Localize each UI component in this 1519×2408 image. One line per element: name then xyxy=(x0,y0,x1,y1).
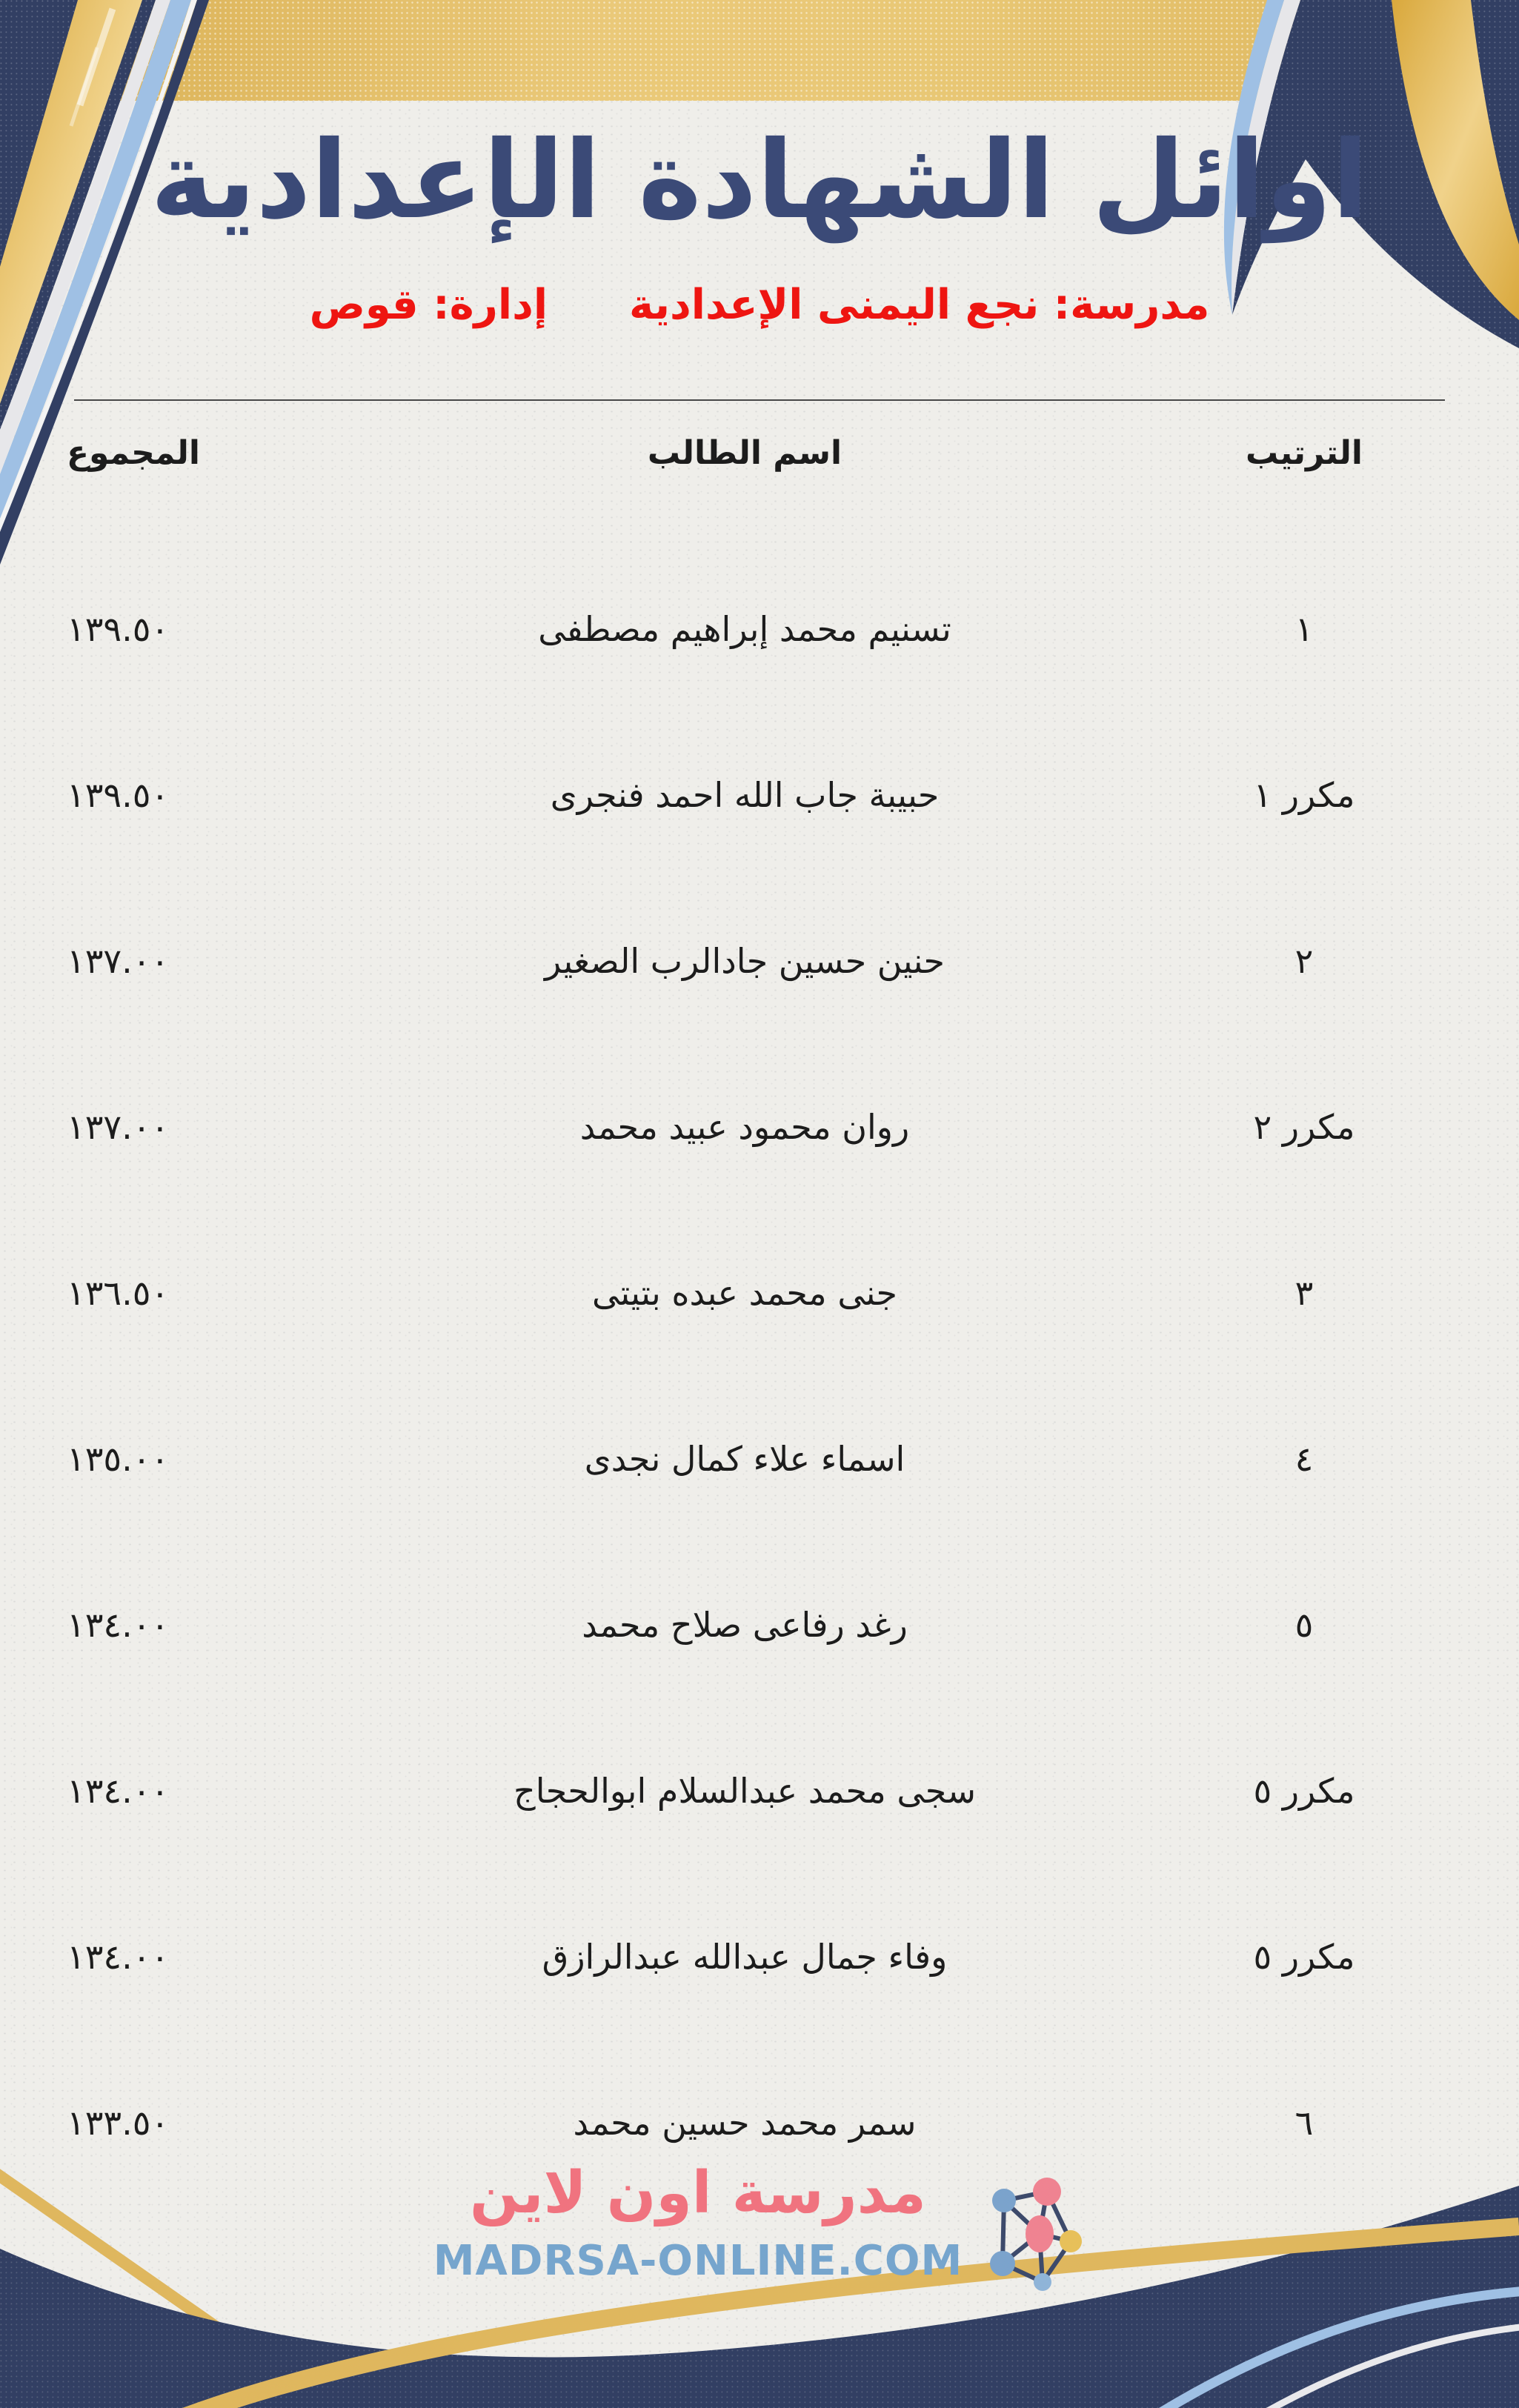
rank-cell: ٤ xyxy=(1294,1438,1314,1479)
footer-brand xyxy=(0,2158,1519,2293)
table-row xyxy=(0,1708,1519,1874)
table-row xyxy=(0,1542,1519,1708)
total-cell: ١٣٩.٥٠ xyxy=(67,608,170,649)
name-cell: اسماء علاء كمال نجدى xyxy=(584,1438,905,1479)
name-cell: وفاء جمال عبدالله عبدالرازق xyxy=(542,1936,948,1977)
administration-name: إدارة: قوص xyxy=(309,280,548,329)
name-cell: سمر محمد حسين محمد xyxy=(573,2102,917,2143)
total-cell: ١٣٦.٥٠ xyxy=(67,1272,170,1313)
name-cell: جنى محمد عبده بتيتى xyxy=(592,1272,897,1313)
rank-cell: ٥ xyxy=(1294,1604,1314,1645)
total-cell: ١٣٩.٥٠ xyxy=(67,774,170,815)
table-row xyxy=(0,712,1519,878)
rank-cell: مكرر ٥ xyxy=(1253,1936,1355,1977)
rank-cell: مكرر ٢ xyxy=(1253,1106,1355,1147)
rank-cell: مكرر ١ xyxy=(1253,774,1355,815)
network-logo-icon xyxy=(982,2171,1086,2293)
divider-line xyxy=(74,399,1445,401)
total-cell: ١٣٧.٠٠ xyxy=(67,940,170,981)
rank-cell: مكرر ٥ xyxy=(1253,1770,1355,1811)
total-cell: ١٣٤.٠٠ xyxy=(67,1770,170,1811)
name-cell: حنين حسين جادالرب الصغير xyxy=(544,940,945,981)
header-rank: الترتيب xyxy=(1246,433,1363,472)
name-cell: تسنيم محمد إبراهيم مصطفى xyxy=(538,608,951,649)
header-name: اسم الطالب xyxy=(647,433,842,472)
brand-website-url: MADRSA-ONLINE.COM xyxy=(433,2236,963,2285)
brand-arabic-name: مدرسة اون لاين xyxy=(470,2160,926,2226)
total-cell: ١٣٥.٠٠ xyxy=(67,1438,170,1479)
table-row xyxy=(0,1044,1519,1210)
table-body xyxy=(0,546,1519,2206)
table-header-row xyxy=(0,434,1519,472)
name-cell: روان محمود عبيد محمد xyxy=(579,1106,910,1147)
total-cell: ١٣٣.٥٠ xyxy=(67,2102,170,2143)
name-cell: حبيبة جاب الله احمد فنجرى xyxy=(550,774,940,815)
table-row xyxy=(0,878,1519,1044)
header-total: المجموع xyxy=(67,433,200,472)
total-cell: ١٣٤.٠٠ xyxy=(67,1604,170,1645)
table-row xyxy=(0,1376,1519,1542)
subtitle-line xyxy=(0,281,1519,329)
school-name: مدرسة: نجع اليمنى الإعدادية xyxy=(629,280,1210,329)
table-row xyxy=(0,1874,1519,2040)
rank-cell: ٢ xyxy=(1294,940,1314,981)
rank-cell: ١ xyxy=(1294,608,1314,649)
name-cell: رغد رفاعى صلاح محمد xyxy=(582,1604,908,1645)
rank-cell: ٦ xyxy=(1294,2102,1314,2143)
brand-text-block xyxy=(433,2158,963,2286)
total-cell: ١٣٧.٠٠ xyxy=(67,1106,170,1147)
rank-cell: ٣ xyxy=(1294,1272,1314,1313)
table-row xyxy=(0,1210,1519,1376)
table-row xyxy=(0,546,1519,712)
page-title: اوائل الشهادة الإعدادية xyxy=(150,118,1369,243)
total-cell: ١٣٤.٠٠ xyxy=(67,1936,170,1977)
name-cell: سجى محمد عبدالسلام ابوالحجاج xyxy=(513,1770,976,1811)
